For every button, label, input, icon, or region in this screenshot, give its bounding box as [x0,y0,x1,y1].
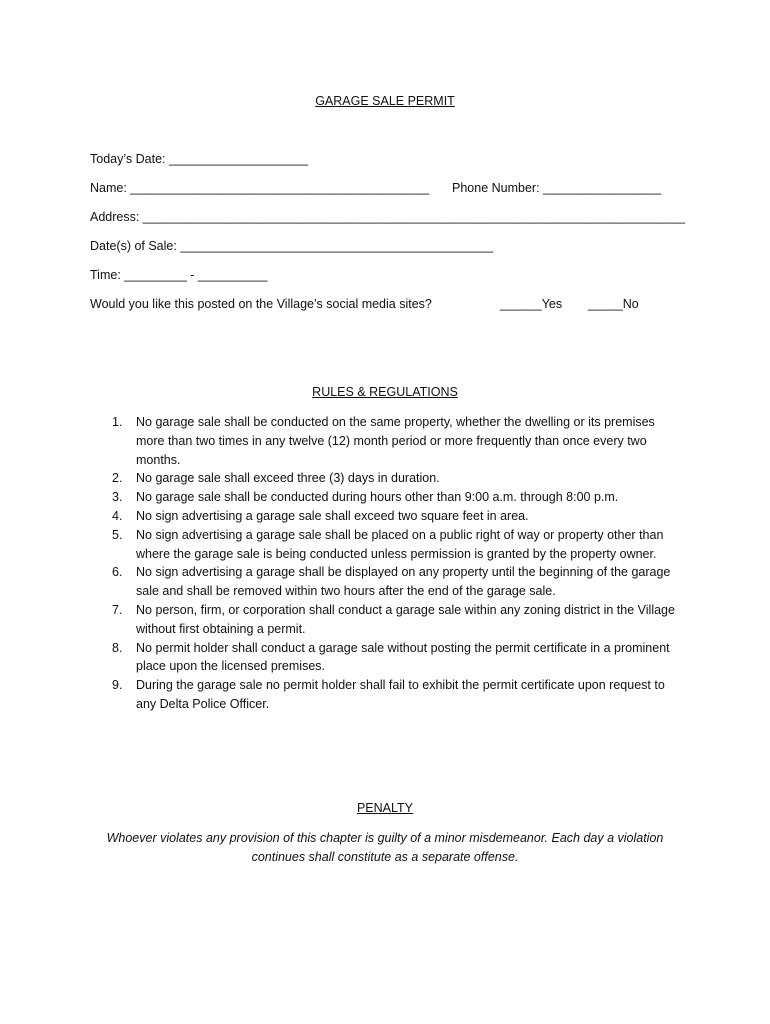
rule-number: 4. [112,508,123,523]
penalty-text: Whoever violates any provision of this chapter is guilty of a minor misdemeanor. Each day a violation continues shall constitute as a separate offense. [106,831,664,864]
rule-item [90,469,685,488]
social-media-question: Would you like this posted on the Village’s social media sites? [90,297,432,311]
page-title: GARAGE SALE PERMIT [315,94,455,108]
rule-number: 1. [112,415,123,429]
rule-text: No permit holder shall conduct a garage sale without posting the permit certificate in a prominent place upon the licensed premises. [136,640,670,674]
rule-number: 6. [112,565,123,580]
rule-number: 7. [112,602,123,617]
rule-item [90,676,685,714]
rule-number: 3. [112,490,123,505]
rule-item [90,639,685,677]
rule-item [90,563,685,601]
dates-of-sale-field[interactable]: Date(s) of Sale: _____________________________________________ [90,239,494,253]
name-field[interactable]: Name: ___________________________________________ [90,181,430,195]
todays-date-field[interactable]: Today’s Date: ____________________ [90,152,309,166]
phone-number-field[interactable]: Phone Number: _________________ [452,181,662,195]
rule-item [90,601,685,639]
rule-text: During the garage sale no permit holder shall fail to exhibit the permit certificate upon request to any Delta Police Officer. [136,678,665,711]
rule-text: No garage sale shall be conducted on the same property, whether the dwelling or its premises more than two times in any twelve (12) month period or more frequently than once every two months. [136,415,655,467]
rule-text: No garage sale shall be conducted during hours other than 9:00 a.m. through 8:00 p.m. [136,490,619,505]
rule-number: 5. [112,527,123,542]
rule-text: No sign advertising a garage sale shall be placed on a public right of way or property other than where the garage sale is being conducted unless permission is granted by the property owner. [136,527,664,561]
penalty-heading: PENALTY [356,801,414,815]
rule-text: No sign advertising a garage sale shall exceed two square feet in area. [136,508,529,523]
rule-item [90,413,685,469]
rule-number: 8. [112,640,123,655]
rule-item [90,526,685,564]
rule-number: 9. [112,678,123,693]
address-field[interactable]: Address: ______________________________________________________________________________ [90,210,686,224]
rule-text: No person, firm, or corporation shall conduct a garage sale within any zoning district in the Village without first obtaining a permit. [136,602,675,636]
time-field[interactable]: Time: _________ - __________ [90,268,268,282]
rule-item [90,507,685,526]
rule-item [90,488,685,507]
rules-list [90,413,685,714]
rule-text: No sign advertising a garage shall be displayed on any property until the beginning of the garage sale and shall be removed within two hours after the end of the garage sale. [136,565,671,599]
rule-number: 2. [112,471,123,486]
social-yes-option[interactable]: ______Yes [500,297,563,311]
rules-heading: RULES & REGULATIONS [312,385,458,399]
social-no-option[interactable]: _____No [588,297,639,311]
rule-text: No garage sale shall exceed three (3) days in duration. [136,471,440,486]
